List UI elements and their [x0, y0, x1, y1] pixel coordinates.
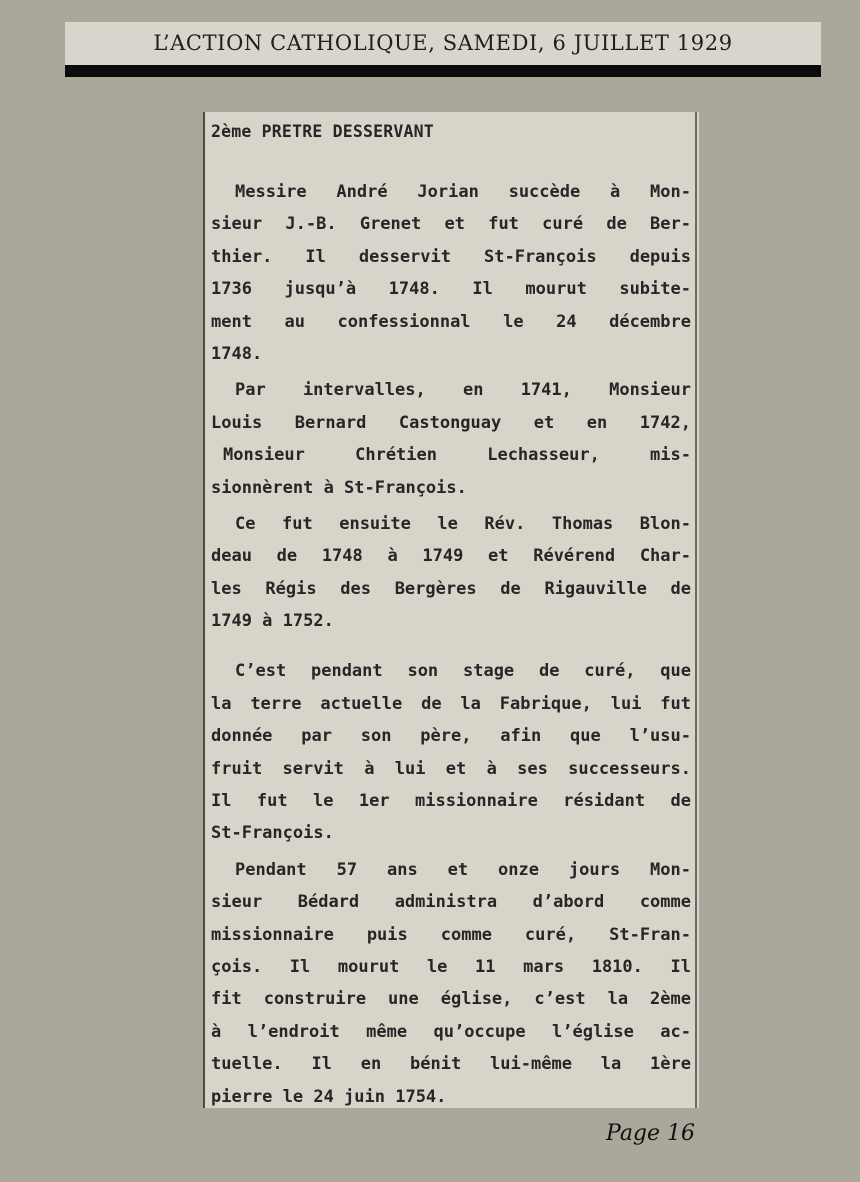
text-line: Par intervalles, en 1741, Monsieur — [235, 380, 691, 401]
text-line: 1736 jusqu’à 1748. Il mourut subite- — [211, 279, 691, 300]
text-line: fit construire une église, c’est la 2ème — [211, 989, 691, 1010]
masthead-rule — [65, 65, 821, 77]
paragraph-gap — [211, 641, 691, 655]
article-paragraph — [211, 176, 691, 370]
text-line: missionnaire puis comme curé, St-Fran- — [211, 924, 691, 945]
text-line: St-François. — [211, 823, 334, 844]
text-line: donnée par son père, afin que l’usu- — [211, 726, 691, 747]
text-line: Ce fut ensuite le Rév. Thomas Blon- — [235, 513, 691, 534]
newspaper-clipping — [203, 112, 699, 1108]
text-line: Pendant 57 ans et onze jours Mon- — [235, 859, 691, 880]
newspaper-masthead: L’ACTION CATHOLIQUE, SAMEDI, 6 JUILLET 1929 — [65, 22, 821, 65]
text-line: pierre le 24 juin 1754. — [211, 1086, 447, 1107]
text-line: deau de 1748 à 1749 et Révérend Char- — [211, 546, 691, 567]
text-line: la terre actuelle de la Fabrique, lui fut — [211, 693, 691, 714]
text-line: tuelle. Il en bénit lui-même la 1ère — [211, 1054, 691, 1075]
article-paragraph — [211, 508, 691, 638]
text-line: les Régis des Bergères de Rigauville de — [211, 578, 691, 599]
text-line: Monsieur Chrétien Lechasseur, mis- — [223, 445, 691, 466]
article-paragraph — [211, 854, 691, 1108]
column-rule-left — [203, 112, 205, 1108]
article-heading: 2ème PRETRE DESSERVANT — [211, 122, 434, 141]
text-line: C’est pendant son stage de curé, que — [235, 661, 691, 682]
text-line: thier. Il desservit St-François depuis — [211, 246, 691, 267]
page-number: Page 16 — [606, 1121, 696, 1146]
text-line: fruit servit à lui et à ses successeurs. — [211, 758, 691, 779]
text-line: sieur Bédard administra d’abord comme — [211, 892, 691, 913]
text-line: sionnèrent à St-François. — [211, 477, 467, 498]
text-line: Messire André Jorian succède à Mon- — [235, 182, 691, 202]
text-line: à l’endroit même qu’occupe l’église ac- — [211, 1021, 691, 1042]
text-line: ment au confessionnal le 24 décembre — [211, 311, 691, 332]
text-line: Il fut le 1er missionnaire résidant de — [211, 791, 691, 812]
article-paragraph — [211, 374, 691, 504]
text-line: Louis Bernard Castonguay et en 1742, — [211, 412, 691, 433]
text-line: 1749 à 1752. — [211, 611, 334, 632]
text-line: 1748. — [211, 343, 263, 364]
article-paragraph — [211, 655, 691, 849]
text-line: sieur J.-B. Grenet et fut curé de Ber- — [211, 214, 691, 235]
text-line: çois. Il mourut le 11 mars 1810. Il — [211, 956, 691, 977]
column-rule-right — [695, 112, 697, 1108]
